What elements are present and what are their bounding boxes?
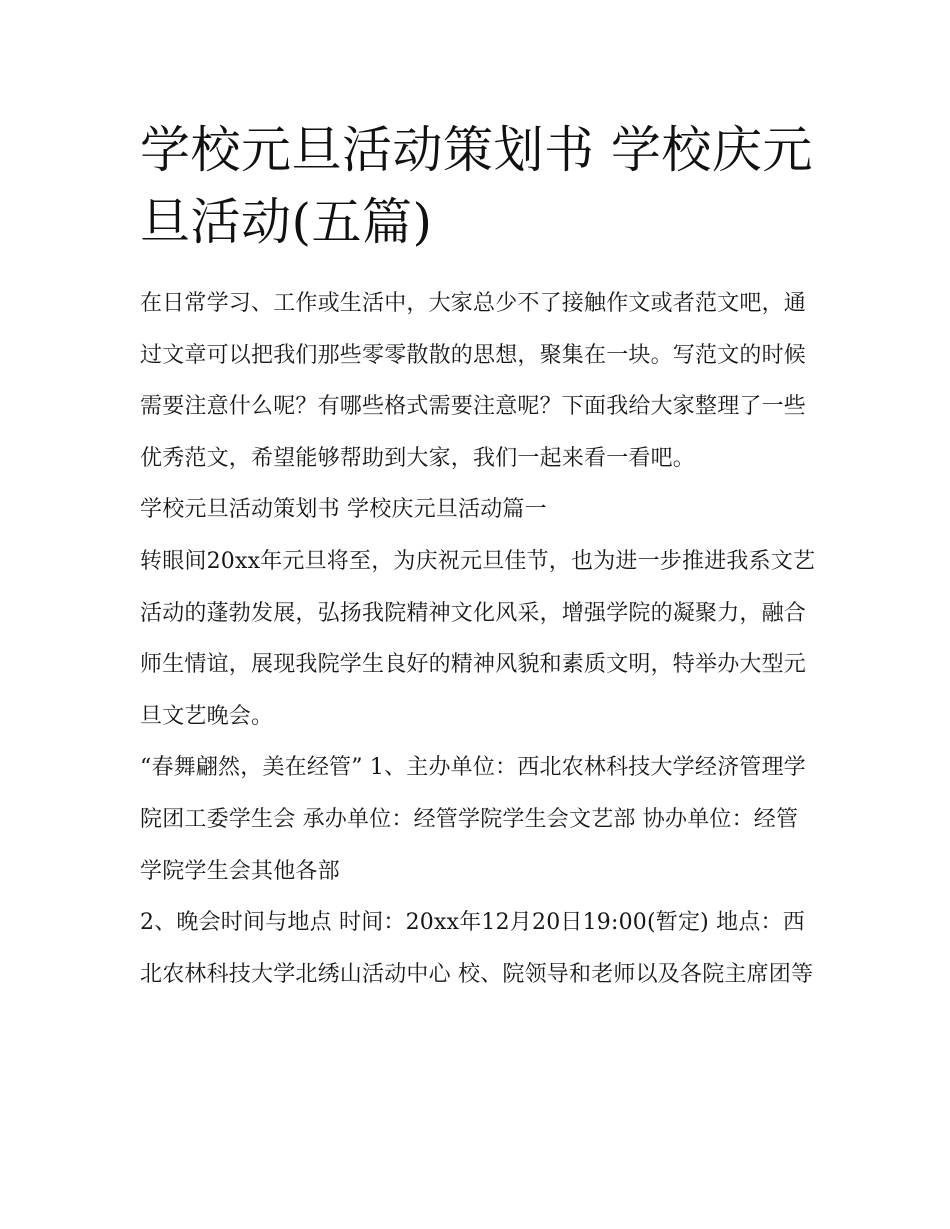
background-paragraph: 转眼间20xx年元旦将至，为庆祝元旦佳节，也为进一步推进我系文艺活动的蓬勃发展，弘扬我院精神文化风采，增强学院的凝聚力，融合师生情谊，展现我院学生良好的精神风貌和素质文明，特举办大型元旦文艺晚会。 <box>140 548 816 729</box>
time-location-paragraph: 2、晚会时间与地点 时间：20xx年12月20日19:00(暂定) 地点：西北农林科技大学北绣山活动中心 校、院领导和老师以及各院主席团等 <box>140 910 814 987</box>
organizers-paragraph: “春舞翩然，美在经管” 1、主办单位：西北农林科技大学经济管理学院团工委学生会 承办单位：经管学院学生会文艺部 协办单位：经管学院学生会其他各部 <box>140 755 806 884</box>
document-title: 学校元旦活动策划书 学校庆元旦活动(五篇) <box>140 121 813 251</box>
document-body <box>140 278 820 1000</box>
intro-paragraph: 在日常学习、工作或生活中，大家总少不了接触作文或者范文吧，通过文章可以把我们那些零零散散的思想，聚集在一块。写范文的时候需要注意什么呢？有哪些格式需要注意呢？下面我给大家整理了一些优秀范文，希望能够帮助到大家，我们一起来看一看吧。 <box>140 291 807 471</box>
section-heading-part-one: 学校元旦活动策划书 学校庆元旦活动篇一 <box>140 497 547 523</box>
